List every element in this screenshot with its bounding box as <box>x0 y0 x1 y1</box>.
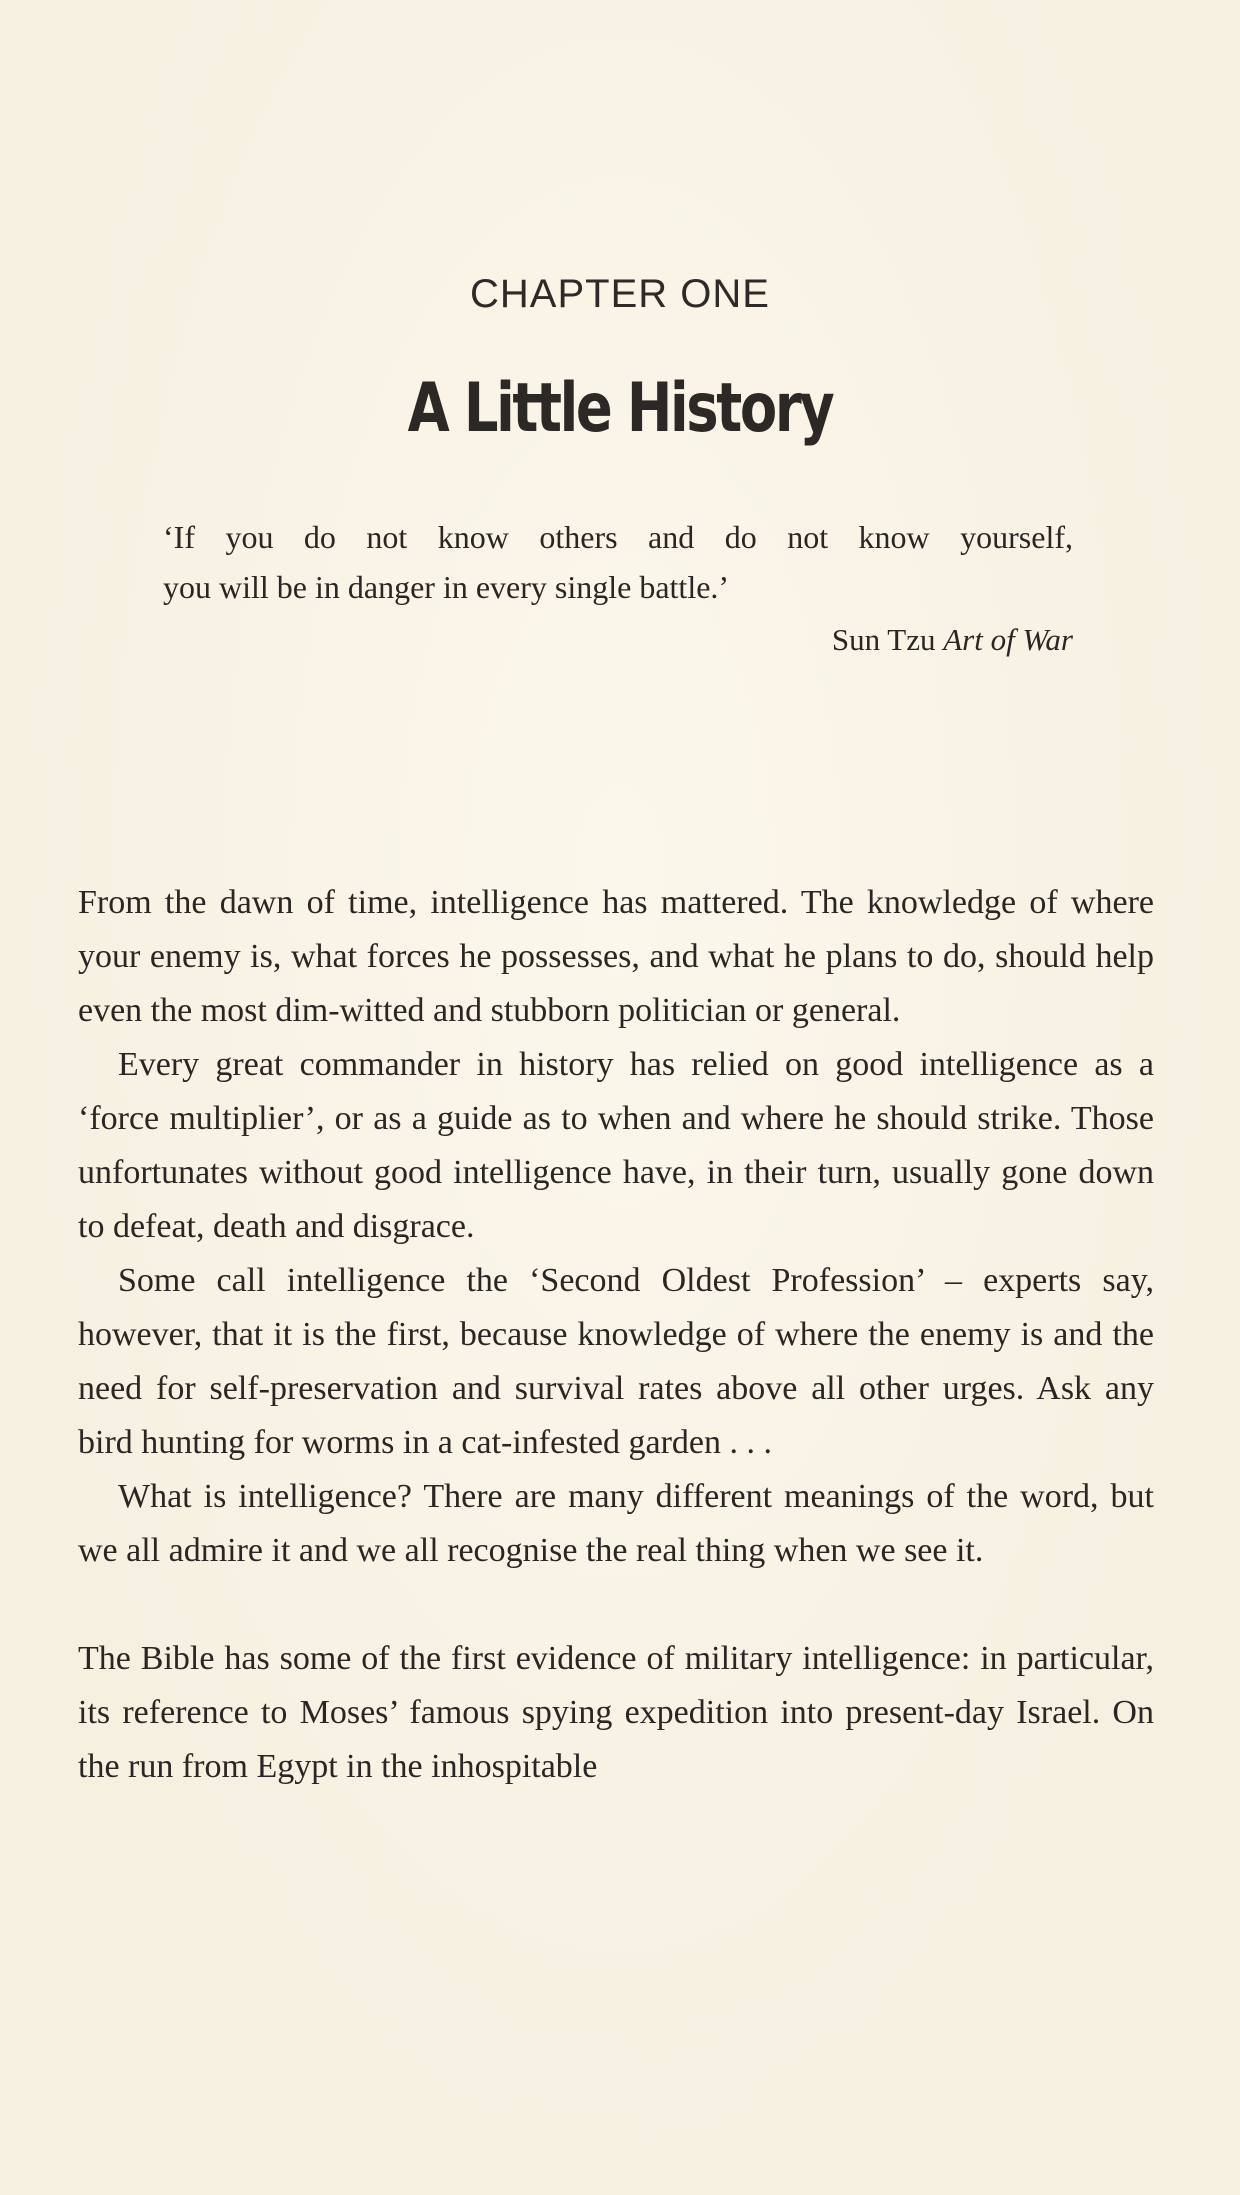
chapter-title: A Little History <box>407 369 833 448</box>
body-paragraph: Some call intelligence the ‘Second Oldest Profession’ – experts say, however, that it is the first, because knowledge of where the enemy is and the need for self-preservation and survival rates above all other urges. Ask any bird hunting for worms in a cat-infested garden . . . <box>78 1262 1154 1461</box>
epigraph-work: Art of War <box>943 622 1073 657</box>
body-paragraph: The Bible has some of the first evidence of military intelligence: in particular, its reference to Moses’ famous spying expedition into present-day Israel. On the run from Egypt in the inhospitable <box>78 1640 1154 1785</box>
epigraph-attribution <box>163 620 1073 660</box>
chapter-label: CHAPTER ONE <box>470 272 770 316</box>
chapter-body <box>78 876 1154 1794</box>
epigraph <box>163 512 1073 612</box>
epigraph-author: Sun Tzu <box>831 622 936 657</box>
body-paragraph: Every great commander in history has relied on good intelligence as a ‘force multiplier’, or as a guide as to when and where he should strike. Those unfortunates without good intelligence have, in their turn, usually gone down to defeat, death and disgrace. <box>78 1046 1154 1245</box>
epigraph-line: ‘If you do not know others and do not know yourself, <box>163 519 1073 555</box>
epigraph-line: you will be in danger in every single battle.’ <box>163 569 730 605</box>
body-paragraph: From the dawn of time, intelligence has mattered. The knowledge of where your enemy is, what forces he possesses, and what he plans to do, should help even the most dim-witted and stubborn politician or general. <box>78 884 1154 1029</box>
body-paragraph: What is intelligence? There are many different meanings of the word, but we all admire it and we all recognise the real thing when we see it. <box>78 1478 1154 1569</box>
